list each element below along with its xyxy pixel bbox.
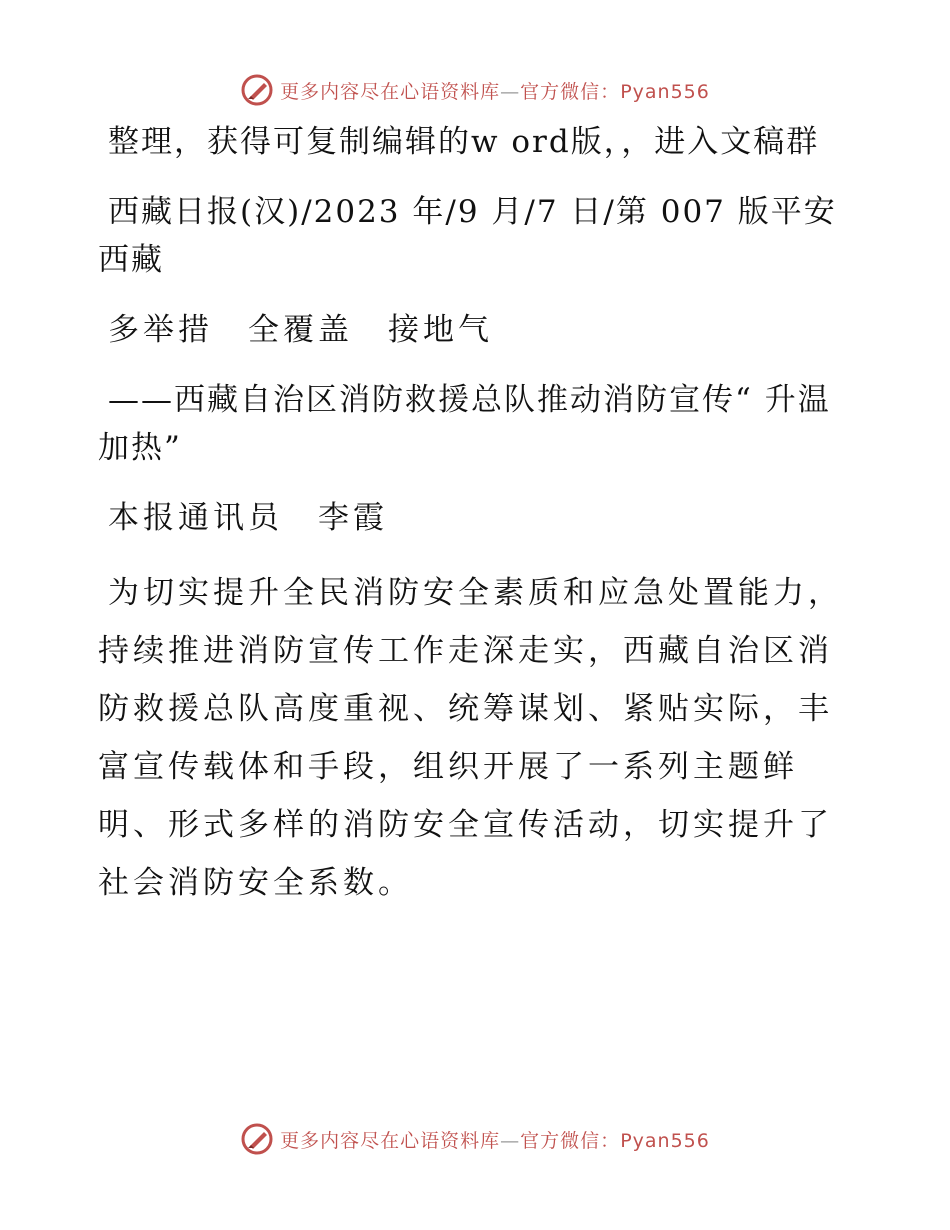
document-body	[98, 118, 858, 934]
body-paragraph: 为切实提升全民消防安全素质和应急处置能力，持续推进消防宣传工作走深走实，西藏自治区消防救援总队高度重视、统筹谋划、紧贴实际，丰富宣传载体和手段，组织开展了一系列主题鲜明、形式多样的消防安全宣传活动，切实提升了社会消防安全系数。	[98, 575, 843, 901]
brand-logo-icon	[240, 1122, 274, 1156]
header-suffix-text: 官方微信：	[520, 80, 621, 103]
header-banner	[0, 70, 950, 110]
brand-logo-icon	[240, 73, 274, 107]
headline: 多举措 全覆盖 接地气	[108, 312, 493, 348]
byline: 本报通讯员 李霞	[108, 500, 388, 536]
footer-brand-text: 更多内容尽在心语资料库	[280, 1129, 501, 1152]
source-line: 西藏日报(汉)/2023 年/9 月/7 日/第 007 版平安西藏	[98, 194, 837, 278]
footer-wechat-id: Pyan556	[620, 1129, 710, 1152]
header-banner-text	[280, 77, 710, 104]
footer-banner-text	[280, 1126, 710, 1153]
header-separator: —	[500, 80, 521, 103]
header-brand-text: 更多内容尽在心语资料库	[280, 80, 501, 103]
footer-separator: —	[500, 1129, 521, 1152]
subheadline: ——西藏自治区消防救援总队推动消防宣传“ 升温加热”	[98, 382, 831, 466]
footer-banner	[0, 1119, 950, 1159]
intro-line: 整理，获得可复制编辑的w ord版，，进入文稿群	[108, 124, 820, 160]
header-wechat-id: Pyan556	[620, 80, 710, 103]
footer-suffix-text: 官方微信：	[520, 1129, 621, 1152]
